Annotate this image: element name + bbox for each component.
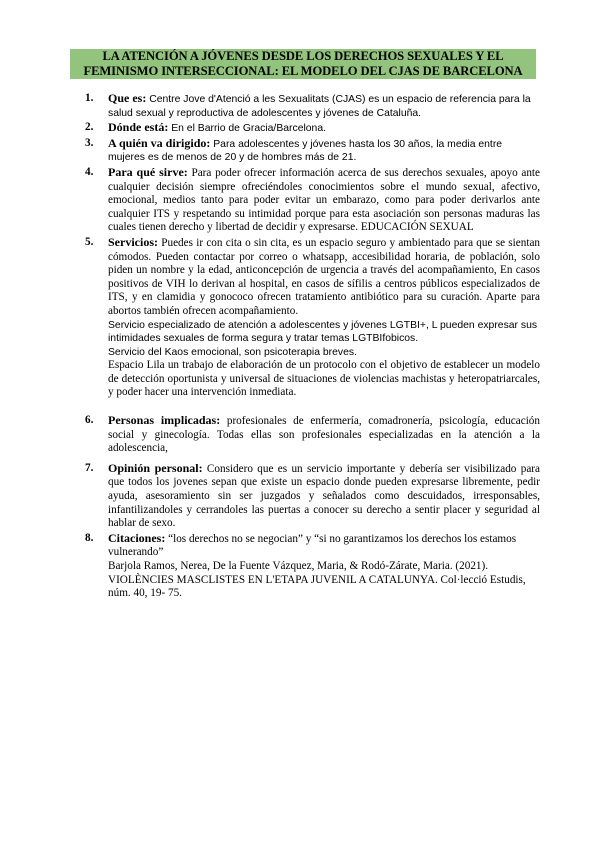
item-label: Citaciones: bbox=[108, 530, 166, 545]
citation-reference: Barjola Ramos, Nerea, De la Fuente Vázquez, Maria, & Rodó-Zárate, Maria. (2021). VIOLÈNCIES MASCLISTES EN L'ETAPA JUVENIL A CATALUNYA. Col·lecció Estudis, núm. 40, 19- 75. bbox=[108, 560, 526, 600]
item-label: Opinión personal: bbox=[108, 460, 203, 475]
item-extra-kaos: Servicio del Kaos emocional, son psicoterapia breves. bbox=[108, 346, 357, 358]
item-label: Personas implicadas: bbox=[108, 413, 221, 428]
list-item-citaciones bbox=[85, 532, 540, 601]
item-label: Servicios: bbox=[108, 234, 158, 249]
item-label: A quién va dirigido: bbox=[108, 135, 211, 150]
item-label: Que es: bbox=[108, 91, 147, 105]
item-extra-lgtbi: Servicio especializado de atención a adolescentes y jóvenes LGTBI+, L pueden expresar sus intimidades sexuales de forma segura y tratar temas LGTBIfobicos. bbox=[108, 319, 538, 345]
item-number: 4. bbox=[85, 165, 94, 178]
item-text: “los derechos no se negocian” y “si no garantizamos los derechos los estamos vulnerando” bbox=[108, 532, 517, 559]
list-item-que-es bbox=[85, 92, 540, 120]
item-extra-lila: Espacio Lila un trabajo de elaboración de un protocolo con el objetivo de establecer un modelo de detección oportunista y universal de situaciones de violencias machistas y heteropatriarcales, y poder hacer una intervención inmediata. bbox=[108, 359, 540, 399]
list-item-a-quien bbox=[85, 137, 540, 165]
document-title bbox=[70, 49, 536, 79]
item-text: profesionales de enfermería, comadronería, psicología, educación social y ginecología. Todas ellas son profesionales especializadas en la atención a la adolescencia, bbox=[108, 415, 540, 455]
list-item-opinion bbox=[85, 462, 540, 531]
numbered-list bbox=[85, 92, 540, 601]
list-item-donde-esta bbox=[85, 121, 540, 136]
item-number: 6. bbox=[85, 414, 94, 427]
item-text: En el Barrio de Gracia/Barcelona. bbox=[168, 123, 326, 135]
item-number: 7. bbox=[85, 461, 94, 474]
list-item-para-que bbox=[85, 166, 540, 235]
title-line-2: FEMINISMO INTERSECCIONAL: EL MODELO DEL CJAS DE BARCELONA bbox=[83, 64, 523, 78]
item-number: 3. bbox=[85, 136, 94, 149]
item-number: 5. bbox=[85, 235, 94, 248]
item-text: Considero que es un servicio importante y debería ser visibilizado para que todos los jovenes sepan que existe un espacio donde pueden expresarse libremente, pedir ayuda, asesoramiento sin ser juzgados y señalados como descuidados, irresponsables, infantilizandoles y cerrandoles las puertas a conocer su derecho a sentir placer y seguridad al hablar de sexo. bbox=[108, 462, 540, 530]
item-number: 8. bbox=[85, 531, 94, 544]
title-line-1: LA ATENCIÓN A JÓVENES DESDE LOS DERECHOS SEXUALES Y EL bbox=[102, 49, 504, 63]
item-label: Para qué sirve: bbox=[108, 164, 188, 179]
item-text: Para poder ofrecer información acerca de sus derechos sexuales, apoyo ante cualquier decisión siempre ofreciéndoles conocimientos sobre el mundo sexual, afectivo, emocional, medios tanto para poder evitar un embarazo, como para poder derivarlos ante cualquier ITS y respetando su intimidad porque para esta asociación son personas maduras las cuales tienen derecho y libertad de decidir y expresarse. EDUCACIÓN SEXUAL bbox=[108, 166, 540, 234]
item-text: Para adolescentes y jóvenes hasta los 30 años, la media entre mujeres es de menos de 20 y de hombres más de 21. bbox=[108, 138, 503, 164]
list-item-servicios bbox=[85, 236, 540, 400]
list-item-personas bbox=[85, 414, 540, 456]
item-text: Centre Jove d'Atenció a les Sexualitats (CJAS) es un espacio de referencia para la salud sexual y reproductiva de adolescentes y jóvenes de Cataluña. bbox=[108, 94, 531, 119]
item-text: Puedes ir con cita o sin cita, es un espacio seguro y ambientado para que se sientan cómodos. Pueden contactar por correo o whatsapp, accesibilidad horaria, de población, solo piden un nombre y la edad, anticoncepción de urgencia a través del acompañamiento, En casos positivos de VIH lo derivan al hospital, en casos de sífilis a centros públicos especializados de ITS, y en clamidia y gonococo ofrecen tratamiento antibiótico para su curación. Aparte para abortos también ofrecen acompañamiento. bbox=[108, 236, 540, 317]
item-number: 1. bbox=[85, 92, 94, 104]
item-label: Dónde está: bbox=[108, 120, 169, 135]
item-number: 2. bbox=[85, 121, 94, 134]
